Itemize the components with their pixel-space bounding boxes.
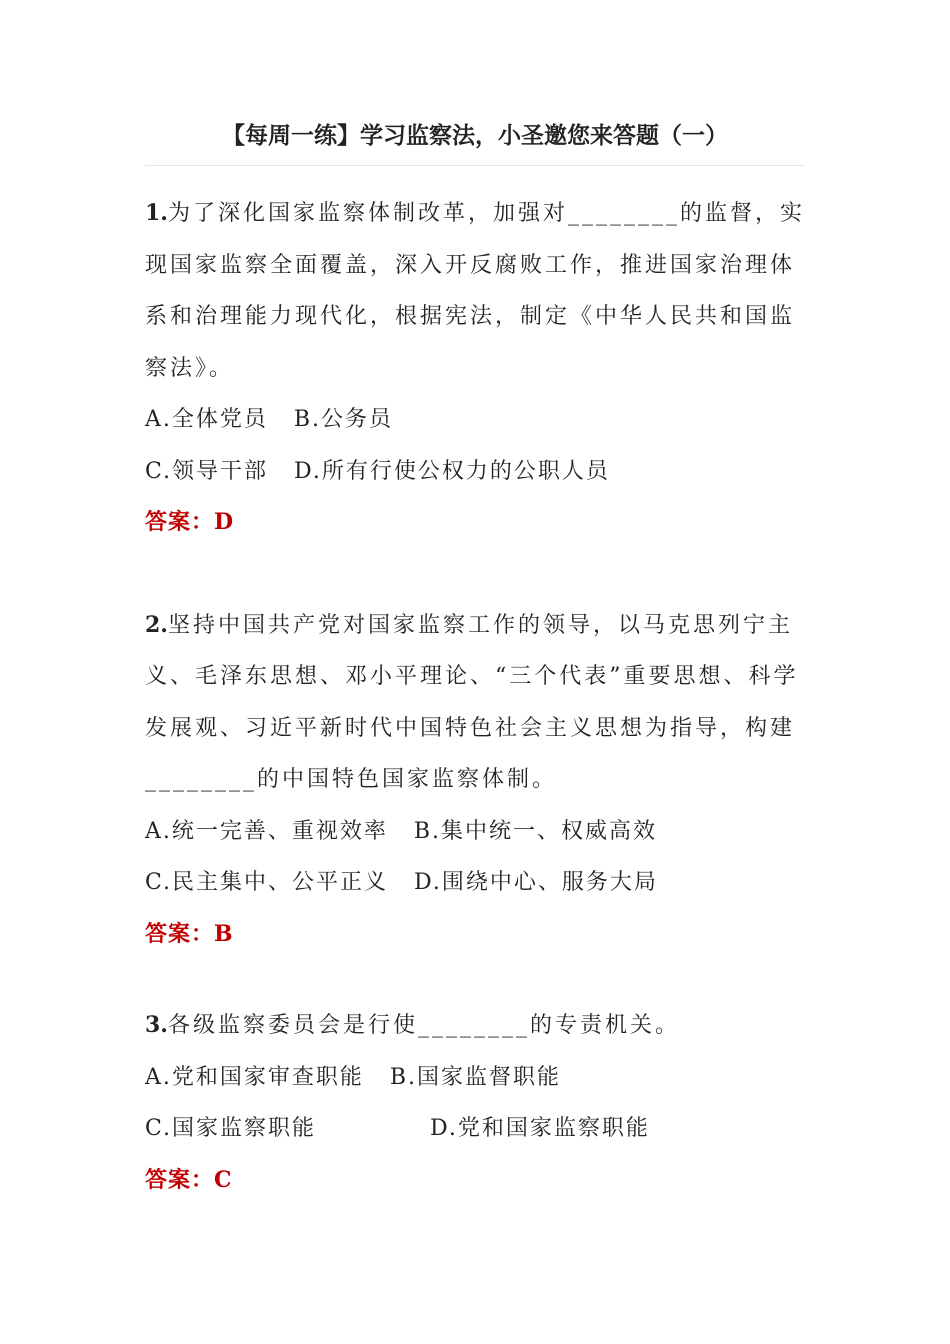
option-d: D.围绕中心、服务大局 <box>414 870 658 895</box>
option-c: C.国家监察职能 <box>145 1116 317 1141</box>
option-a: A.全体党员 <box>145 407 268 432</box>
option-b: B.公务员 <box>293 407 394 432</box>
option-row <box>145 394 805 446</box>
question-text: 各级监察委员会是行使________的专责机关。 <box>167 1013 680 1038</box>
option-a: A.统一完善、重视效率 <box>145 818 388 844</box>
question-text: 为了深化国家监察体制改革，加强对________的监督，实现国家监察全面覆盖，深入开反腐败工作，推进国家治理体系和治理能力现代化，根据宪法，制定《中华人民共和国监察法》。 <box>145 201 805 381</box>
option-b: B.集中统一、权威高效 <box>413 818 658 844</box>
option-row <box>145 806 805 858</box>
question-number: 3. <box>145 1012 168 1038</box>
question-2 <box>145 600 805 961</box>
answer-line: 答案：B <box>145 920 234 947</box>
option-b: B.国家监督职能 <box>389 1064 562 1090</box>
question-text: 坚持中国共产党对国家监察工作的领导，以马克思列宁主义、毛泽东思想、邓小平理论、“三个代表”重要思想、科学发展观、习近平新时代中国特色社会主义思想为指导，构建________的中国特色国家监察体制。 <box>145 612 799 792</box>
answer-line: 答案：D <box>145 509 235 535</box>
option-row <box>145 1052 805 1104</box>
title-divider <box>145 165 805 166</box>
option-row <box>145 1103 805 1155</box>
question-spacer <box>145 960 805 1000</box>
document-title: 【每周一练】学习监察法，小圣邀您来答题（一） <box>222 122 728 149</box>
question-3 <box>145 1000 805 1206</box>
option-c: C.领导干部 <box>145 458 269 484</box>
question-number: 1. <box>145 200 168 226</box>
option-d: D.所有行使公权力的公职人员 <box>294 458 610 484</box>
question-spacer <box>145 549 805 600</box>
option-row <box>145 857 805 909</box>
option-a: A.党和国家审查职能 <box>145 1064 364 1090</box>
option-d: D.党和国家监察职能 <box>430 1116 650 1141</box>
question-stem <box>145 188 805 394</box>
answer-line: 答案：C <box>145 1166 233 1193</box>
option-c: C.民主集中、公平正义 <box>145 870 389 895</box>
question-stem <box>145 600 805 806</box>
question-number: 2. <box>145 611 168 638</box>
option-row <box>145 446 805 498</box>
question-stem <box>145 1000 805 1052</box>
question-1 <box>145 188 805 549</box>
question-list <box>145 188 805 1206</box>
